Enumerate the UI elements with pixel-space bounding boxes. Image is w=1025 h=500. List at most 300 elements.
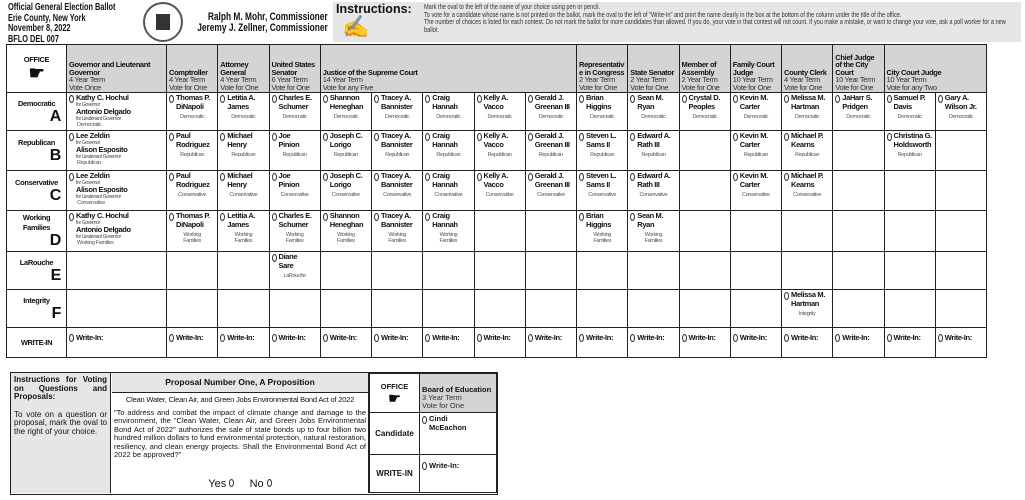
candidate-cell[interactable] [269, 171, 320, 211]
lt-governor-name: Antonio Delgado [76, 107, 131, 116]
governor-for: for Governor [76, 139, 100, 146]
vote-oval[interactable] [69, 213, 74, 221]
vote-oval[interactable] [169, 173, 174, 181]
governor-name: Kathy C. Hochul [76, 211, 129, 220]
candidate-cell[interactable] [423, 211, 474, 252]
vote-oval[interactable] [528, 95, 533, 103]
governor-cell[interactable] [67, 211, 167, 252]
candidate-name: JaHarr S. Pridgen [842, 93, 873, 111]
candidate-cell[interactable] [320, 211, 371, 252]
candidate-cell[interactable] [782, 171, 833, 211]
party-sublabel: Conservative [331, 192, 360, 198]
proposal-title: Proposal Number One, A Proposition [112, 373, 368, 393]
candidate-cell[interactable] [372, 211, 423, 252]
writein-cell[interactable] [474, 328, 525, 358]
candidate [528, 132, 574, 149]
office-term: 10 Year Term [732, 75, 773, 84]
party-sublabel: Conservative [77, 200, 105, 206]
party-sublabel: Democratic [231, 114, 256, 120]
writein-cell[interactable] [525, 328, 576, 358]
candidate-cell [423, 252, 474, 290]
candidate-cell[interactable] [474, 93, 525, 131]
candidate-cell [935, 252, 986, 290]
writein-oval[interactable] [374, 334, 379, 342]
candidate-cell[interactable] [525, 131, 576, 171]
vote-oval[interactable] [220, 213, 225, 221]
candidate-cell [423, 290, 474, 328]
party-label-cell [7, 211, 67, 252]
party-sublabel: Republican [385, 152, 410, 158]
writein-oval[interactable] [169, 334, 174, 342]
vote-oval[interactable] [784, 292, 789, 300]
writein-oval[interactable] [579, 334, 584, 342]
vote-oval[interactable] [69, 173, 74, 181]
candidate-cell[interactable] [628, 211, 679, 252]
candidate-cell [833, 171, 884, 211]
writein-oval[interactable] [425, 334, 430, 342]
candidate-cell[interactable] [269, 211, 320, 252]
vote-oval[interactable] [887, 133, 892, 141]
party-sublabel: Working Families [337, 232, 355, 244]
candidate-name: Shannon Heneghan [329, 211, 364, 229]
candidate-cell[interactable] [218, 131, 269, 171]
candidate [323, 212, 369, 229]
governor-cell [67, 290, 167, 328]
instructions-text [424, 3, 1017, 33]
writein-oval[interactable] [272, 334, 277, 342]
candidate-cell[interactable] [218, 211, 269, 252]
candidate-cell [269, 290, 320, 328]
office-vote: Vote for One [220, 82, 259, 92]
vote-oval[interactable] [784, 95, 789, 103]
candidate-cell[interactable] [167, 93, 218, 131]
office-header [218, 45, 269, 93]
candidate-cell [884, 171, 935, 211]
writein-label: Write-In: [893, 333, 921, 342]
candidate-name: Michael Henry [227, 171, 253, 189]
vote-oval[interactable] [374, 213, 379, 221]
lt-governor-for: for Lieutenant Governor [76, 193, 121, 200]
writein-oval[interactable] [528, 334, 533, 342]
writein-cell[interactable] [782, 328, 833, 358]
party-sublabel: Integrity [798, 311, 816, 317]
candidate-cell[interactable] [577, 211, 628, 252]
candidate-name: Charles E. Schumer [278, 93, 312, 111]
office-term: 4 Year Term [784, 75, 821, 84]
vote-oval[interactable] [938, 95, 943, 103]
governor-cell[interactable] [67, 93, 167, 131]
vote-oval[interactable] [272, 173, 277, 181]
ballot-grid [6, 44, 987, 358]
candidate-cell [218, 290, 269, 328]
writein-oval[interactable] [422, 462, 427, 470]
writein-label: Write-In: [791, 333, 819, 342]
candidate-name: Craig Hannah [432, 211, 458, 229]
vote-oval[interactable] [630, 133, 635, 141]
candidate-cell[interactable] [730, 131, 781, 171]
vote-oval[interactable] [579, 133, 584, 141]
writein-row-label: WRITE-IN [370, 455, 420, 493]
candidate [630, 94, 676, 111]
writein-oval[interactable] [323, 334, 328, 342]
vote-oval[interactable] [477, 133, 482, 141]
party-sublabel: Conservative [536, 192, 565, 198]
candidate-cell[interactable] [167, 171, 218, 211]
governor-cell[interactable] [67, 171, 167, 211]
vote-oval[interactable] [528, 173, 533, 181]
candidate-cell[interactable] [935, 93, 986, 131]
vote-oval[interactable] [425, 213, 430, 221]
candidate [733, 132, 779, 149]
writein-oval[interactable] [477, 334, 482, 342]
party-letter: C [49, 186, 61, 204]
office-title: Board of Education [422, 385, 492, 394]
party-name: Democratic [17, 98, 56, 108]
writein-label: Write-In: [534, 333, 562, 342]
vote-oval[interactable] [528, 133, 533, 141]
office-term: 4 Year Term [169, 75, 206, 84]
candidate [323, 94, 369, 111]
party-sublabel: Conservative [383, 192, 412, 198]
writein-cell[interactable] [628, 328, 679, 358]
candidate-cell[interactable] [320, 93, 371, 131]
candidate-name: Joe Pinion [278, 131, 300, 149]
candidate-cell[interactable] [320, 131, 371, 171]
lt-governor-for: for Lieutenant Governor [76, 233, 121, 240]
party-letter: B [49, 146, 61, 164]
party-sublabel: Republican [641, 152, 666, 158]
candidate-name: Tracey A. Bannister [381, 93, 413, 111]
title-line: Official General Election Ballot [8, 1, 116, 13]
candidate [579, 132, 625, 149]
candidate-cell[interactable] [730, 93, 781, 131]
writein-label: Write-In: [483, 333, 511, 342]
candidate-cell[interactable] [372, 93, 423, 131]
writein-cell[interactable] [884, 328, 935, 358]
vote-oval[interactable] [835, 95, 840, 103]
writein-cell[interactable] [730, 328, 781, 358]
candidate-cell[interactable] [167, 211, 218, 252]
party-sublabel: Conservative [280, 192, 309, 198]
writein [733, 333, 779, 342]
lt-governor-for: for Lieutenant Governor [76, 153, 121, 160]
candidate-cell[interactable] [884, 131, 935, 171]
party-sublabel: Republican [282, 152, 307, 158]
vote-oval[interactable] [169, 95, 174, 103]
vote-oval[interactable] [682, 95, 687, 103]
vote-oval[interactable] [630, 173, 635, 181]
writein [220, 333, 266, 342]
candidate-cell[interactable] [269, 131, 320, 171]
candidate-name: Gerald J. Greenan III [534, 171, 570, 189]
writein-oval[interactable] [938, 334, 943, 342]
lt-governor-name: Alison Esposito [76, 185, 128, 194]
candidate-cell[interactable] [628, 171, 679, 211]
vote-oval[interactable] [272, 133, 277, 141]
party-sublabel: Democratic [948, 114, 974, 120]
writein [579, 333, 625, 342]
candidate-name: Christina G. Holdsworth [893, 131, 932, 149]
writein [938, 333, 984, 342]
candidate-cell[interactable] [577, 93, 628, 131]
candidate-cell [525, 211, 576, 252]
office-term: 2 Year Term [681, 75, 718, 84]
vote-oval[interactable] [272, 95, 277, 103]
party-letter: F [51, 304, 61, 322]
vote-oval[interactable] [374, 133, 379, 141]
candidate [69, 172, 164, 200]
party-row [7, 131, 987, 171]
writein-label: Write-In: [429, 461, 460, 470]
candidate-name: Joseph C. Lorigo [329, 171, 363, 189]
vote-oval[interactable] [733, 173, 738, 181]
yes-label: Yes [208, 478, 227, 490]
party-name: Republican [18, 137, 55, 147]
candidate-cell [628, 252, 679, 290]
candidate-cell[interactable] [577, 171, 628, 211]
candidate-cell[interactable] [628, 131, 679, 171]
vote-oval[interactable] [220, 133, 225, 141]
vote-oval[interactable] [323, 95, 328, 103]
candidate [323, 172, 369, 189]
party-sublabel: Democratic [795, 114, 820, 120]
party-sublabel: Working Families [285, 232, 304, 244]
office-title: Chief Judge of the City Court [835, 52, 875, 77]
vote-oval[interactable] [733, 95, 738, 103]
vote-oval[interactable] [630, 213, 635, 221]
office-header [730, 45, 781, 93]
vote-oval[interactable] [477, 95, 482, 103]
instructions-title: Instructions: [336, 2, 412, 16]
candidate-cell [525, 252, 576, 290]
vote-oval[interactable] [323, 213, 328, 221]
writein-oval[interactable] [220, 334, 225, 342]
candidate-name: Paul Rodriguez [176, 171, 210, 189]
candidate-name: Melissa M. Hartman [791, 290, 826, 308]
candidate-cell[interactable] [269, 252, 320, 290]
candidate-name: Craig Hannah [432, 93, 458, 111]
candidate-cell [525, 290, 576, 328]
office-title: County Clerk [784, 67, 827, 77]
candidate [784, 94, 830, 111]
party-sublabel: Working Families [77, 240, 114, 246]
vote-oval[interactable] [69, 133, 74, 141]
writein-cell[interactable] [577, 328, 628, 358]
candidate [169, 94, 215, 111]
candidate-cell[interactable] [372, 131, 423, 171]
vote-oval[interactable] [784, 133, 789, 141]
vote-oval[interactable] [784, 173, 789, 181]
candidate-cell [833, 290, 884, 328]
candidate [630, 132, 676, 149]
vote-oval[interactable] [425, 173, 430, 181]
candidate-cell[interactable] [577, 131, 628, 171]
vote-oval[interactable] [220, 95, 225, 103]
vote-oval[interactable] [169, 133, 174, 141]
candidate-cell[interactable] [372, 171, 423, 211]
candidate [272, 212, 318, 229]
candidate-cell [833, 211, 884, 252]
candidate-cell [935, 171, 986, 211]
vote-oval[interactable] [477, 173, 482, 181]
vote-oval[interactable] [169, 213, 174, 221]
vote-oval[interactable] [323, 173, 328, 181]
office-header [577, 45, 628, 93]
candidate-cell[interactable] [730, 171, 781, 211]
candidate-cell [474, 211, 525, 252]
writein-oval[interactable] [733, 334, 738, 342]
candidate-cell [782, 252, 833, 290]
writein-oval[interactable] [630, 334, 635, 342]
candidate [69, 94, 164, 122]
candidate [323, 132, 369, 149]
vote-oval[interactable] [422, 416, 427, 424]
vote-oval[interactable] [374, 95, 379, 103]
writein [425, 333, 471, 342]
office-label: OFFICE [380, 381, 409, 391]
commissioner: Ralph M. Mohr, Commissioner [208, 11, 328, 23]
governor-for: for Governor [76, 219, 100, 226]
candidate-cell[interactable] [474, 171, 525, 211]
vote-oval[interactable] [220, 173, 225, 181]
candidate-cell[interactable] [884, 93, 935, 131]
vote-oval[interactable] [579, 213, 584, 221]
party-sublabel: Republican [487, 152, 512, 158]
governor-name: Lee Zeldin [76, 171, 110, 180]
instruction-line: The number of choices is listed for each contest. Do not mark the ballot for more candidates than allowed. If you do, your vote in that contest will not count. If you make a mistake, or want to change your vote, ask a poll worker for a new ballot. [424, 17, 1006, 34]
vote-oval[interactable] [733, 133, 738, 141]
candidate-cell[interactable] [833, 93, 884, 131]
writein-cell[interactable] [833, 328, 884, 358]
candidate [784, 291, 830, 308]
candidate-cell[interactable] [423, 171, 474, 211]
party-sublabel: Working Families [183, 232, 201, 244]
candidate-name: Thomas P. DiNapoli [176, 93, 210, 111]
candidate [374, 172, 420, 189]
vote-oval[interactable] [579, 95, 584, 103]
candidate-cell[interactable] [420, 413, 497, 455]
candidate-cell[interactable] [474, 131, 525, 171]
party-sublabel: LaRouche [283, 273, 306, 279]
candidate-cell[interactable] [269, 93, 320, 131]
writein-oval[interactable] [69, 334, 74, 342]
candidate-cell[interactable] [679, 93, 730, 131]
party-sublabel: Conservative [178, 192, 207, 198]
writein-label: Write-In: [842, 333, 870, 342]
office-term: 6 Year Term [271, 75, 308, 84]
candidate-cell[interactable] [320, 171, 371, 211]
candidate-cell[interactable] [218, 93, 269, 131]
candidate-cell [833, 252, 884, 290]
governor-cell[interactable] [67, 131, 167, 171]
no-oval[interactable] [267, 479, 272, 487]
office-title: Member of Assembly [681, 60, 717, 77]
writein-oval[interactable] [682, 334, 687, 342]
office-term: 4 Year Term [220, 75, 257, 84]
writein-cell[interactable] [372, 328, 423, 358]
commissioner: Jeremy J. Zellner, Commissioner [197, 22, 328, 34]
candidate-cell[interactable] [628, 93, 679, 131]
candidate-name: Crystal D. Peoples [688, 93, 721, 111]
candidate-cell[interactable] [782, 93, 833, 131]
office-term: 2 Year Term [579, 75, 616, 84]
writein-oval[interactable] [784, 334, 789, 342]
candidate-cell[interactable] [782, 131, 833, 171]
party-sublabel: Democratic [282, 114, 307, 120]
candidate-cell[interactable] [423, 131, 474, 171]
candidate [69, 212, 164, 240]
candidate [374, 132, 420, 149]
candidate-name: Thomas P. DiNapoli [176, 211, 210, 229]
party-sublabel: Working Families [439, 232, 458, 244]
candidate-cell [474, 252, 525, 290]
candidate-cell[interactable] [525, 93, 576, 131]
office-label-cell [370, 374, 420, 413]
candidate-name: Tracey A. Bannister [381, 211, 413, 229]
party-row [7, 211, 987, 252]
candidate-name: Kelly A. Vacco [483, 93, 508, 111]
writein-oval[interactable] [887, 334, 892, 342]
vote-oval[interactable] [887, 95, 892, 103]
vote-oval[interactable] [323, 133, 328, 141]
candidate [938, 94, 984, 111]
writein-cell[interactable] [269, 328, 320, 358]
vote-oval[interactable] [579, 173, 584, 181]
vote-oval[interactable] [425, 95, 430, 103]
proposal-text: "To address and combat the impact of climate change and damage to the environment, the "Clean Water, Clean Air, and Green Jobs Environmental Bond Act of 2022" authorizes the sale of state bonds up to four billion two hundred million dollars to fund environmental protection, natural restoration, resiliency, and clean energy projects. Shall the Environmental Bond Act of 2022 be approved?" [114, 407, 366, 459]
board-of-education-contest [368, 373, 497, 493]
candidate-cell [679, 252, 730, 290]
vote-oval[interactable] [374, 173, 379, 181]
office-term: 10 Year Term [835, 75, 876, 84]
vote-oval[interactable] [630, 95, 635, 103]
party-label-cell [7, 93, 67, 131]
vote-oval[interactable] [69, 95, 74, 103]
governor-name: Lee Zeldin [76, 131, 110, 140]
candidate-cell [884, 290, 935, 328]
writein-cell[interactable] [320, 328, 371, 358]
writein-cell[interactable] [935, 328, 986, 358]
writein-label: Write-In: [739, 333, 767, 342]
writein-cell[interactable] [423, 328, 474, 358]
party-sublabel: Conservative [741, 192, 770, 198]
party-sublabel: Working Families [593, 232, 612, 244]
writein [528, 333, 574, 342]
candidate-name: Craig Hannah [432, 131, 458, 149]
writein-cell[interactable] [679, 328, 730, 358]
yes-oval[interactable] [229, 479, 234, 487]
office-title: Attorney General [220, 60, 249, 77]
writein-label: Write-In: [278, 333, 306, 342]
office-header [833, 45, 884, 93]
writein-cell[interactable] [67, 328, 167, 358]
candidate-cell[interactable] [782, 290, 833, 328]
writein-cell[interactable] [218, 328, 269, 358]
vote-oval[interactable] [272, 213, 277, 221]
candidate-cell[interactable] [167, 131, 218, 171]
writein-cell[interactable] [167, 328, 218, 358]
candidate-cell[interactable] [218, 171, 269, 211]
candidate-cell[interactable] [525, 171, 576, 211]
candidate-cell[interactable] [423, 93, 474, 131]
candidate-name: Shannon Heneghan [329, 93, 364, 111]
candidate-cell [679, 290, 730, 328]
writein-cell[interactable] [420, 455, 497, 493]
vote-oval[interactable] [272, 254, 277, 262]
writein-oval[interactable] [835, 334, 840, 342]
vote-oval[interactable] [425, 133, 430, 141]
party-sublabel: Democratic [384, 114, 410, 120]
